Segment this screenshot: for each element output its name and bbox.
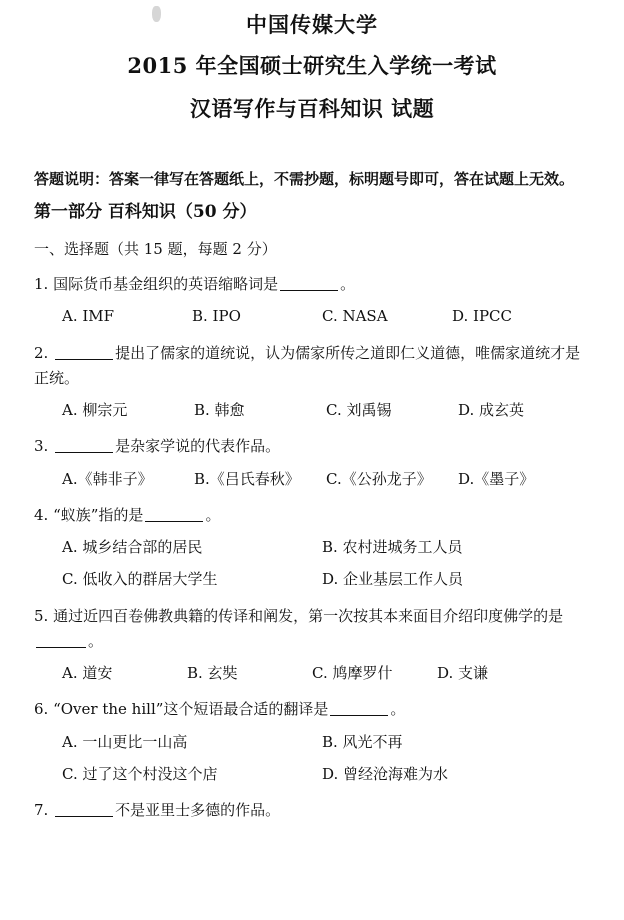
question-number: 2. — [34, 343, 49, 362]
answer-blank — [55, 359, 113, 360]
question-number: 1. — [34, 275, 49, 294]
option-a[interactable]: A. 一山更比一山高 — [62, 732, 188, 751]
question-1-options — [34, 305, 590, 328]
option-d[interactable]: D. 支谦 — [437, 664, 489, 683]
exam-title: 2015 年全国硕士研究生入学统一考试 — [127, 53, 497, 79]
option-b[interactable]: B. 玄奘 — [187, 664, 238, 683]
answer-blank — [145, 521, 203, 522]
question-stem: 国际货币基金组织的英语缩略词是 — [53, 275, 279, 294]
question-5-options — [34, 662, 590, 685]
subject-title: 汉语写作与百科知识 试题 — [189, 96, 435, 122]
option-c[interactable]: C. 低收入的群居大学生 — [62, 570, 218, 589]
answer-blank — [55, 452, 113, 453]
section-multiple-choice-title: 一、选择题（共 15 题，每题 2 分） — [34, 239, 277, 258]
question-stem-end: 。 — [88, 631, 104, 650]
option-d[interactable]: D. IPCC — [452, 307, 512, 326]
question-number: 3. — [34, 437, 49, 456]
question-6 — [34, 698, 590, 721]
question-stem: 提出了儒家的道统说，认为儒家所传之道即仁义道德，唯儒家道统才是 — [115, 343, 581, 362]
answer-blank — [55, 816, 113, 817]
scan-smudge-artifact — [152, 6, 161, 22]
answer-blank — [36, 647, 86, 648]
option-a[interactable]: A. 城乡结合部的居民 — [62, 538, 203, 557]
question-number: 7. — [34, 801, 49, 820]
university-name: 中国传媒大学 — [246, 12, 378, 37]
question-4-options-row-2 — [34, 568, 590, 591]
option-c[interactable]: C.《公孙龙子》 — [326, 469, 432, 488]
option-b[interactable]: B.《吕氏春秋》 — [194, 469, 300, 488]
question-stem-end: 。 — [205, 505, 221, 524]
option-d[interactable]: D. 曾经沧海难为水 — [322, 764, 449, 783]
question-number: 6. — [34, 700, 49, 719]
option-a[interactable]: A.《韩非子》 — [62, 469, 153, 488]
question-stem-end: 。 — [340, 275, 356, 294]
question-7 — [34, 799, 590, 822]
question-3-options — [34, 468, 590, 491]
option-d[interactable]: D.《墨子》 — [458, 469, 535, 488]
question-stem: “Over the hill”这个短语最合适的翻译是 — [53, 700, 329, 719]
question-3 — [34, 435, 590, 458]
question-4 — [34, 504, 590, 527]
question-stem: “蚁族”指的是 — [53, 505, 144, 524]
option-b[interactable]: B. IPO — [192, 307, 241, 326]
question-2-stem-continued: 正统。 — [34, 368, 80, 387]
question-6-options-row-1 — [34, 731, 590, 754]
answer-blank — [330, 715, 388, 716]
option-a[interactable]: A. IMF — [62, 307, 115, 326]
question-2 — [34, 342, 590, 365]
option-d[interactable]: D. 企业基层工作人员 — [322, 570, 464, 589]
option-b[interactable]: B. 风光不再 — [322, 732, 403, 751]
question-5 — [34, 605, 590, 628]
option-b[interactable]: B. 韩愈 — [194, 401, 245, 420]
option-d[interactable]: D. 成玄英 — [458, 401, 525, 420]
question-6-options-row-2 — [34, 763, 590, 786]
question-2-options — [34, 399, 590, 422]
question-stem: 通过近四百卷佛教典籍的传译和阐发，第一次按其本来面目介绍印度佛学的是 — [53, 606, 564, 625]
option-a[interactable]: A. 道安 — [62, 664, 113, 683]
option-a[interactable]: A. 柳宗元 — [62, 401, 128, 420]
question-5-stem-continued — [34, 630, 590, 653]
question-number: 4. — [34, 505, 49, 524]
option-c[interactable]: C. 过了这个村没这个店 — [62, 764, 218, 783]
question-number: 5. — [34, 606, 49, 625]
question-stem-end: 。 — [390, 700, 406, 719]
question-1 — [34, 273, 590, 296]
part-one-title: 第一部分 百科知识（50 分） — [34, 202, 257, 223]
question-4-options-row-1 — [34, 536, 590, 559]
option-c[interactable]: C. 刘禹锡 — [326, 401, 392, 420]
option-c[interactable]: C. NASA — [322, 307, 388, 326]
option-c[interactable]: C. 鸠摩罗什 — [312, 664, 393, 683]
question-stem: 是杂家学说的代表作品。 — [115, 437, 281, 456]
answer-blank — [280, 290, 338, 291]
option-b[interactable]: B. 农村进城务工人员 — [322, 538, 463, 557]
answer-instructions: 答题说明：答案一律写在答题纸上，不需抄题，标明题号即可，答在试题上无效。 — [34, 169, 575, 188]
question-stem: 不是亚里士多德的作品。 — [115, 801, 281, 820]
